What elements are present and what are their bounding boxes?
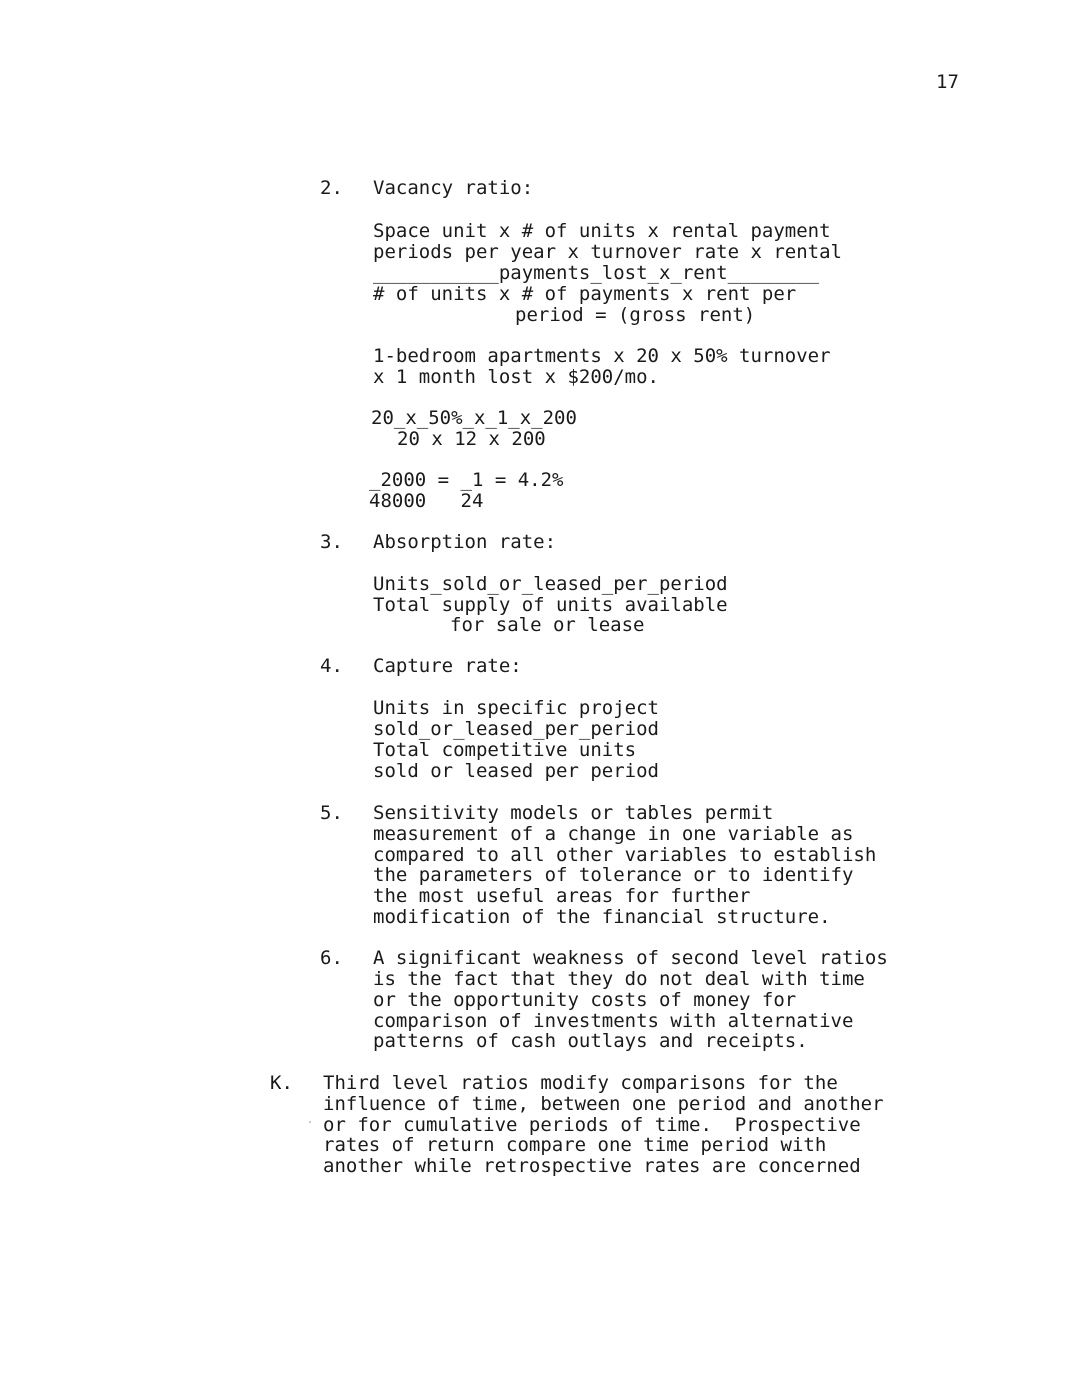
paragraph-line: compared to all other variables to establish <box>373 844 877 866</box>
scan-speck <box>309 1121 311 1123</box>
item-number: 2. <box>320 177 343 199</box>
formula-line: ___________payments_lost_x_rent________ <box>373 262 820 284</box>
paragraph-line: another while retrospective rates are concerned <box>323 1155 861 1177</box>
example-line: x 1 month lost x $200/mo. <box>373 366 659 388</box>
formula-line: period = (gross rent) <box>515 304 756 326</box>
item-number: 6. <box>320 947 343 969</box>
paragraph-line: measurement of a change in one variable as <box>373 823 854 845</box>
paragraph-line: influence of time, between one period and another <box>323 1093 884 1115</box>
paragraph-line: modification of the financial structure. <box>373 906 831 928</box>
section-label: K. <box>270 1072 293 1094</box>
formula-line: sold_or_leased_per_period <box>373 718 659 740</box>
formula-line: Total competitive units <box>373 739 637 761</box>
capture-rate-heading: Capture rate: <box>373 655 522 677</box>
paragraph-line: patterns of cash outlays and receipts. <box>373 1030 808 1052</box>
formula-line: for sale or lease <box>450 614 645 636</box>
paragraph-line: the parameters of tolerance or to identify <box>373 864 854 886</box>
formula-line: Units_sold_or_leased_per_period <box>373 573 728 595</box>
calc-denominator: 20 x 12 x 200 <box>397 428 546 450</box>
absorption-rate-heading: Absorption rate: <box>373 531 557 553</box>
paragraph-line: Third level ratios modify comparisons for the <box>323 1072 838 1094</box>
formula-line: Units in specific project <box>373 697 659 719</box>
paragraph-line: or for cumulative periods of time. Prospective <box>323 1114 861 1136</box>
calc-numerator: _2000 = _1 = 4.2% <box>369 469 564 491</box>
formula-line: periods per year x turnover rate x rental <box>373 241 842 263</box>
example-line: 1-bedroom apartments x 20 x 50% turnover <box>373 345 831 367</box>
formula-line: # of units x # of payments x rent per <box>373 283 797 305</box>
formula-line: Space unit x # of units x rental payment <box>373 220 831 242</box>
item-number: 5. <box>320 802 343 824</box>
paragraph-line: the most useful areas for further <box>373 885 751 907</box>
vacancy-ratio-heading: Vacancy ratio: <box>373 177 534 199</box>
formula-line: sold or leased per period <box>373 760 659 782</box>
page-number: 17 <box>936 71 959 93</box>
calc-denominator: 48000 24 <box>369 490 484 512</box>
paragraph-line: or the opportunity costs of money for <box>373 989 797 1011</box>
calc-numerator: 20_x_50%_x_1_x_200 <box>371 407 577 429</box>
paragraph-line: comparison of investments with alternative <box>373 1010 854 1032</box>
item-number: 4. <box>320 655 343 677</box>
paragraph-line: Sensitivity models or tables permit <box>373 802 774 824</box>
paragraph-line: is the fact that they do not deal with time <box>373 968 865 990</box>
paragraph-line: A significant weakness of second level ratios <box>373 947 888 969</box>
paragraph-line: rates of return compare one time period with <box>323 1134 827 1156</box>
formula-line: Total supply of units available <box>373 594 728 616</box>
item-number: 3. <box>320 531 343 553</box>
